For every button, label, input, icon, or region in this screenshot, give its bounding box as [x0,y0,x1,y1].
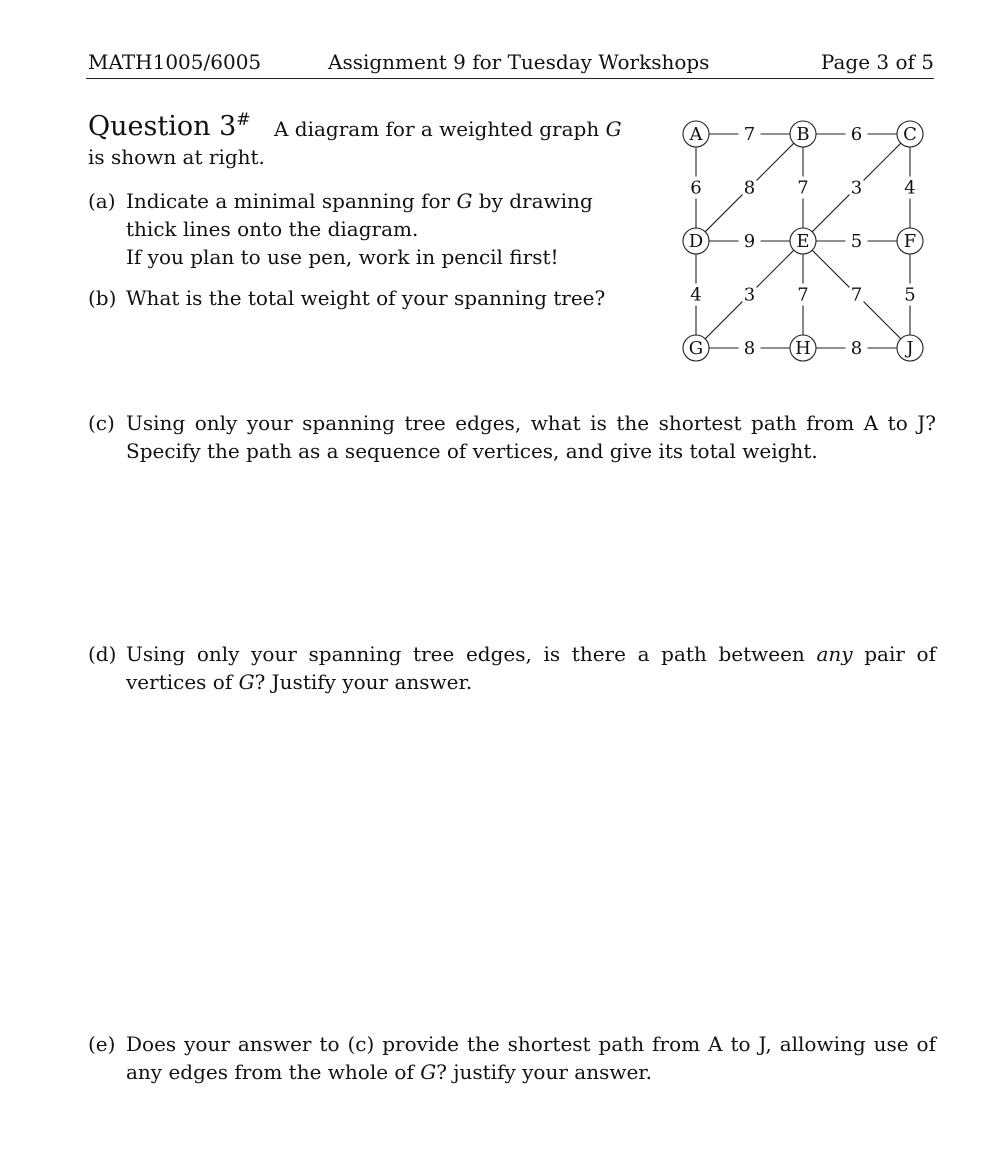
edge-e-j-segment [812,250,849,287]
vertex-b-label: B [796,124,810,145]
edge-g-h-weight: 8 [743,338,756,359]
graph-symbol: G [605,117,622,141]
edge-e-g-segment [705,302,742,339]
edge-c-e-segment [812,195,849,232]
vertex-d-label: D [688,231,704,252]
edge-e-f-weight: 5 [850,231,863,252]
edge-e-j-weight: 7 [850,284,863,306]
part-d-text: Using only your spanning tree edges, is there a path between any pair of vertices of G? Justify your answer. [126,642,937,694]
edge-c-e-segment [864,143,901,180]
edge-h-j-weight: 8 [850,338,863,359]
vertex-h-label: H [795,338,811,359]
question-label: Question 3 [88,111,237,142]
edge-f-j-weight: 5 [904,284,916,306]
edge-e-g-segment [757,250,794,287]
part-a-label: (a) [88,189,116,213]
part-b-label: (b) [88,286,117,310]
edge-d-g-weight: 4 [690,284,702,306]
page-number: Page 3 of 5 [820,50,934,74]
question-marker: # [236,110,251,130]
part-a-line2: thick lines onto the diagram. [126,217,419,241]
course-code: MATH1005/6005 [88,50,262,74]
part-e-label: (e) [88,1032,116,1056]
part-e-text: Does your answer to (c) provide the shortest path from A to J, allowing use of any edges from the whole of G? justify your answer. [126,1032,936,1084]
vertex-g-label: G [688,338,704,359]
part-a-line1: Indicate a minimal spanning for G by drawing [126,189,593,213]
edge-e-g-weight: 3 [743,284,756,306]
edge-a-d-weight: 6 [690,177,702,199]
edge-b-d-segment [705,195,742,232]
vertex-a-label: A [689,124,703,145]
edge-b-d-segment [757,143,794,180]
part-b-text: What is the total weight of your spanning tree? [126,286,606,310]
vertex-f-label: F [903,231,917,252]
edge-c-f-weight: 4 [904,177,916,199]
vertex-c-label: C [903,124,917,145]
part-d-label: (d) [88,642,117,666]
edge-e-h-weight: 7 [797,284,809,306]
edge-b-c-weight: 6 [850,124,863,145]
edge-d-e-weight: 9 [743,231,756,252]
edge-b-d-weight: 8 [743,177,756,199]
document-title: Assignment 9 for Tuesday Workshops [328,50,710,74]
part-a-line3: If you plan to use pen, work in pencil first! [126,245,559,269]
part-c-text: Using only your spanning tree edges, what is the shortest path from A to J? Specify the path as a sequence of vertices, and give its total weight. [126,411,936,463]
weighted-graph-diagram [0,0,998,400]
vertex-e-label: E [796,231,810,252]
edge-b-e-weight: 7 [797,177,809,199]
question-intro-continued: is shown at right. [88,145,265,169]
edge-a-b-weight: 7 [743,124,756,145]
edge-e-j-segment [864,302,901,339]
edge-c-e-weight: 3 [850,177,863,199]
question-intro-text: A diagram for a weighted graph [274,117,600,141]
vertex-j-label: J [906,338,914,359]
part-c-label: (c) [88,411,115,435]
